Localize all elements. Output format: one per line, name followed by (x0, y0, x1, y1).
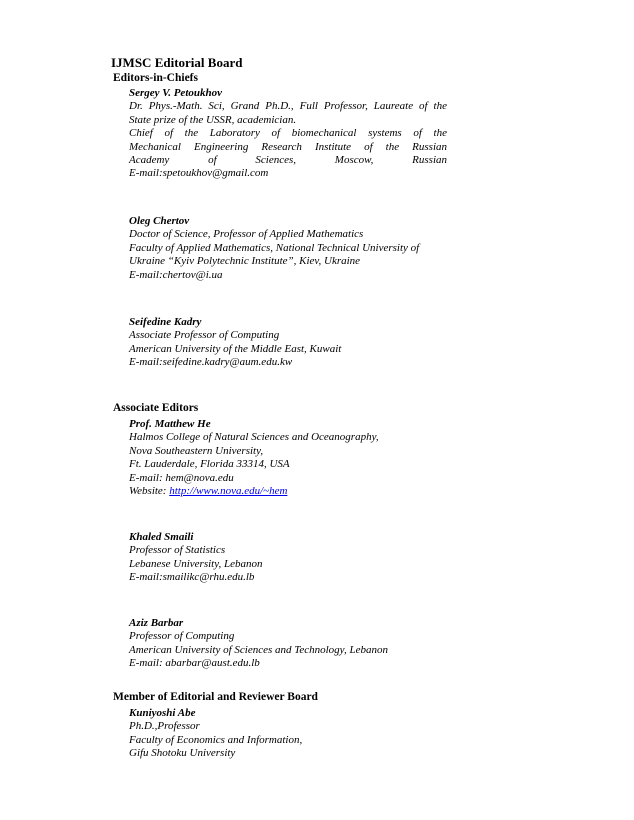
editor-detail-line: Nova Southeastern University, (129, 444, 264, 457)
editor-name: Oleg Chertov (129, 215, 190, 227)
editor-name: Aziz Barbar (129, 617, 184, 629)
editor-detail-line: Halmos College of Natural Sciences and Oceanography, (129, 431, 379, 444)
editor-entry-chertov (129, 215, 447, 282)
editor-detail-line: American University of Sciences and Technology, Lebanon (129, 643, 388, 656)
section-heading-associates: Associate Editors (113, 402, 199, 414)
editor-entry-he (129, 418, 447, 498)
editor-detail-line: Dr. Phys.-Math. Sci, Grand Ph.D., Full Professor, Laureate of the (129, 100, 447, 113)
section-heading-reviewers: Member of Editorial and Reviewer Board (113, 691, 318, 703)
editor-entry-petoukhov (129, 87, 447, 181)
website-link[interactable]: http://www.nova.edu/~hem (169, 485, 288, 498)
editor-detail-line: Faculty of Economics and Information, (129, 733, 303, 746)
editor-website-line (129, 485, 447, 498)
editor-detail-line: Ft. Lauderdale, Florida 33314, USA (129, 458, 290, 471)
editor-detail-line: Professor of Computing (129, 630, 235, 643)
editor-name: Sergey V. Petoukhov (129, 87, 222, 99)
editor-email: E-mail:spetoukhov@gmail.com (129, 167, 269, 180)
editor-email: E-mail:smailikc@rhu.edu.lb (129, 571, 255, 584)
page-title: IJMSC Editorial Board (111, 55, 243, 70)
editor-entry-abe (129, 707, 447, 761)
editor-detail-line: Ph.D.,Professor (129, 720, 200, 733)
editor-detail-line: American University of the Middle East, Kuwait (129, 342, 342, 355)
editor-email: E-mail:seifedine.kadry@aum.edu.kw (129, 356, 293, 369)
editor-email: E-mail: abarbar@aust.edu.lb (129, 657, 260, 670)
editor-name: Kuniyoshi Abe (129, 707, 196, 719)
editor-email: E-mail: hem@nova.edu (129, 471, 234, 484)
editor-name: Prof. Matthew He (129, 418, 211, 430)
editor-detail-line: Academy of Sciences, Moscow, Russian (129, 154, 447, 167)
editor-detail-line: State prize of the USSR, academician. (129, 113, 297, 126)
editor-name: Seifedine Kadry (129, 316, 202, 328)
editor-entry-kadry (129, 316, 447, 370)
editor-entry-smaili (129, 531, 447, 585)
editor-detail-line: Mechanical Engineering Research Institute of the Russian (129, 140, 447, 153)
editor-detail-line: Lebanese University, Lebanon (129, 557, 263, 570)
website-label: Website: (129, 485, 170, 498)
editor-detail-line: Associate Professor of Computing (129, 329, 280, 342)
section-heading-chiefs: Editors-in-Chiefs (113, 72, 198, 84)
editor-detail-line: Chief of the Laboratory of biomechanical systems of the (129, 127, 447, 140)
editor-detail-line: Ukraine “Kyiv Polytechnic Institute”, Kiev, Ukraine (129, 255, 361, 268)
editor-detail-line: Faculty of Applied Mathematics, National Technical University of (129, 241, 420, 254)
editor-detail-line: Doctor of Science, Professor of Applied Mathematics (129, 228, 364, 241)
editor-entry-barbar (129, 617, 447, 671)
editor-detail-line: Professor of Statistics (129, 544, 226, 557)
editor-name: Khaled Smaili (129, 531, 194, 543)
editor-email: E-mail:chertov@i.ua (129, 268, 223, 281)
editor-detail-line: Gifu Shotoku University (129, 747, 236, 760)
